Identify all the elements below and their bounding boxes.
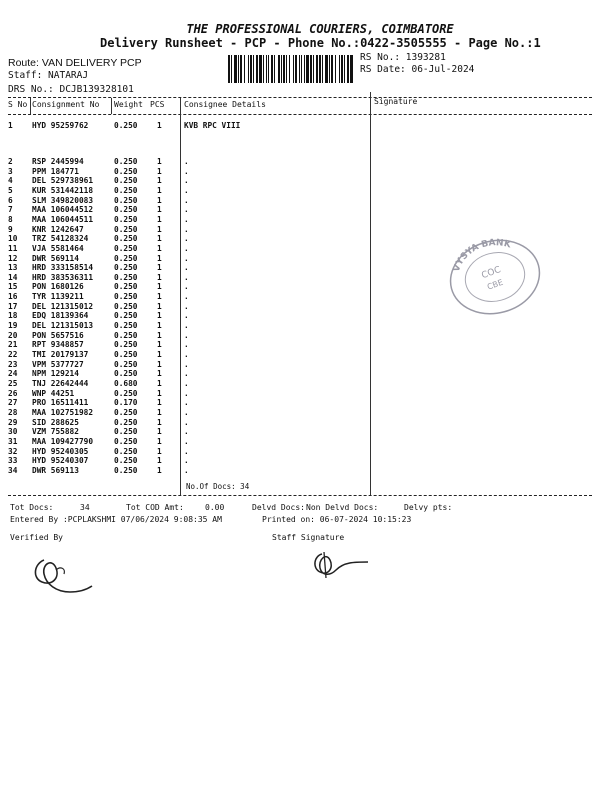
- row-sno: 25: [8, 378, 18, 388]
- row-weight: 0.250: [114, 340, 138, 350]
- row-sno: 2: [8, 157, 13, 166]
- row-consignee-details: .: [184, 311, 189, 321]
- row-consignment-no: TNJ 22642444: [32, 378, 89, 388]
- row-consignment-no: MAA 106044512: [32, 205, 94, 215]
- row-weight: 0.250: [114, 456, 138, 466]
- row-weight: 0.250: [114, 166, 138, 176]
- row-weight: 0.250: [114, 465, 138, 475]
- col-header-signature: Signature: [374, 97, 418, 106]
- row-sno: 29: [8, 417, 18, 427]
- row-pcs: 1: [157, 398, 162, 408]
- row-weight: 0.250: [114, 282, 138, 292]
- row-consignee-details: .: [184, 282, 189, 292]
- row-consignee-details: .: [184, 253, 189, 263]
- row-consignment-no: VPM 5377727: [32, 359, 84, 369]
- row-weight: 0.250: [114, 263, 138, 273]
- row-consignee-details: .: [184, 350, 189, 359]
- table-row: [0, 205, 600, 215]
- table-row: [0, 215, 600, 225]
- row-consignee-details: .: [184, 427, 189, 437]
- row-consignment-no: VJA 5581464: [32, 243, 84, 253]
- row-pcs: 1: [157, 407, 162, 417]
- row-consignee-details: .: [184, 340, 189, 350]
- row-pcs: 1: [157, 301, 162, 311]
- row-sno: 8: [8, 214, 13, 224]
- row-weight: 0.250: [114, 224, 138, 234]
- table-row: [0, 176, 600, 186]
- row-consignee-details: .: [184, 301, 189, 311]
- table-row: [0, 427, 600, 437]
- row-sno: 16: [8, 292, 18, 302]
- row-consignment-no: DEL 121315012: [32, 301, 94, 311]
- row-consignment-no: DEL 121315013: [32, 321, 94, 331]
- row-pcs: 1: [157, 446, 162, 456]
- row-weight: 0.250: [114, 436, 138, 446]
- row-pcs: 1: [157, 330, 162, 340]
- row-pcs: 1: [157, 388, 162, 398]
- row-weight: 0.250: [114, 272, 138, 282]
- tot-docs-value: 34: [80, 503, 90, 512]
- row-consignment-no: TMI 20179137: [32, 350, 89, 359]
- tot-cod-value: 0.00: [205, 503, 225, 512]
- row-consignment-no: KUR 531442118: [32, 185, 94, 195]
- no-of-docs: No.Of Docs: 34: [186, 482, 250, 491]
- row-sno: 3: [8, 166, 13, 176]
- row-consignment-no: WNP 44251: [32, 388, 75, 398]
- svg-text:VYSYA BANK: VYSYA BANK: [451, 238, 512, 274]
- bank-stamp: [440, 235, 550, 315]
- row-consignee-details: .: [184, 224, 189, 234]
- staff-signature-label: Staff Signature: [272, 533, 345, 542]
- tot-cod-label: Tot COD Amt:: [126, 503, 184, 512]
- col-header-sno: S No: [8, 100, 28, 109]
- row-weight: 0.250: [114, 234, 138, 244]
- non-delvd-docs-label: Non Delvd Docs:: [306, 503, 379, 512]
- table-bottom-rule: [8, 495, 592, 496]
- col-divider: [111, 98, 112, 114]
- row-consignment-no: PON 5657516: [32, 330, 84, 340]
- table-row: [0, 369, 600, 379]
- row-weight: 0.250: [114, 301, 138, 311]
- col-header-consignment: Consignment No: [32, 100, 100, 109]
- row-consignee-details: .: [184, 195, 189, 205]
- row-consignment-no: RPT 9348857: [32, 340, 84, 350]
- row-pcs: 1: [157, 436, 162, 446]
- row-consignee-details: .: [184, 369, 189, 379]
- row-sno: 24: [8, 369, 18, 379]
- row-pcs: 1: [157, 359, 162, 369]
- row-consignment-no: PRO 16511411: [32, 398, 89, 408]
- row-consignment-no: HRD 383536311: [32, 272, 94, 282]
- row-consignment-no: EDQ 18139364: [32, 311, 89, 321]
- row-sno: 34: [8, 465, 18, 475]
- table-row: [0, 167, 600, 177]
- row-weight: 0.250: [114, 292, 138, 302]
- row-consignment-no: DWR 569113: [32, 465, 79, 475]
- col-header-weight: Weight: [114, 100, 143, 109]
- row-consignee-details: .: [184, 465, 189, 475]
- header-bottom-rule: [8, 114, 592, 115]
- row-weight: 0.250: [114, 311, 138, 321]
- rs-date: RS Date: 06-Jul-2024: [360, 64, 475, 75]
- row-pcs: 1: [157, 234, 162, 244]
- table-row: [0, 321, 600, 331]
- row-consignment-no: DEL 529738961: [32, 176, 94, 186]
- table-row: [0, 389, 600, 399]
- row-consignment-no: DWR 569114: [32, 253, 79, 263]
- table-row: [0, 418, 600, 428]
- row-pcs: 1: [157, 121, 162, 130]
- col-header-consignee: Consignee Details: [184, 100, 266, 109]
- row-sno: 14: [8, 272, 18, 282]
- row-consignment-no: HYD 95259762: [32, 121, 89, 130]
- row-pcs: 1: [157, 465, 162, 475]
- row-consignment-no: MAA 109427790: [32, 436, 94, 446]
- table-row: [0, 456, 600, 466]
- tot-docs-label: Tot Docs:: [10, 503, 54, 512]
- row-weight: 0.250: [114, 253, 138, 263]
- row-weight: 0.250: [114, 388, 138, 398]
- row-weight: 0.250: [114, 176, 138, 186]
- row-pcs: 1: [157, 292, 162, 302]
- row-consignee-details: .: [184, 214, 189, 224]
- drs-number: DRS No.: DCJB139328101: [8, 84, 134, 95]
- row-sno: 17: [8, 301, 18, 311]
- row-weight: 0.250: [114, 359, 138, 369]
- row-pcs: 1: [157, 195, 162, 205]
- table-row: [0, 186, 600, 196]
- verified-by-label: Verified By: [10, 533, 63, 542]
- row-consignment-no: SLM 349820083: [32, 195, 94, 205]
- table-row: [0, 340, 600, 350]
- row-pcs: 1: [157, 185, 162, 195]
- row-consignee-details: .: [184, 388, 189, 398]
- row-consignee-details: .: [184, 292, 189, 302]
- row-pcs: 1: [157, 321, 162, 331]
- row-pcs: 1: [157, 253, 162, 263]
- row-consignment-no: KNR 1242647: [32, 224, 84, 234]
- row-pcs: 1: [157, 427, 162, 437]
- row-weight: 0.250: [114, 446, 138, 456]
- row-consignment-no: RSP 2445994: [32, 157, 84, 166]
- row-pcs: 1: [157, 340, 162, 350]
- row-consignment-no: TRZ 54128324: [32, 234, 89, 244]
- barcode: [228, 55, 354, 83]
- table-row: [0, 379, 600, 389]
- row-consignee-details: .: [184, 176, 189, 186]
- row-weight: 0.250: [114, 417, 138, 427]
- route-label: Route: VAN DELIVERY PCP: [8, 57, 142, 69]
- row-consignee-details: .: [184, 272, 189, 282]
- row-consignment-no: MAA 102751982: [32, 407, 94, 417]
- table-row: [0, 408, 600, 418]
- table-row: [0, 121, 600, 131]
- row-weight: 0.250: [114, 350, 138, 359]
- row-sno: 4: [8, 176, 13, 186]
- row-sno: 31: [8, 436, 18, 446]
- row-weight: 0.250: [114, 214, 138, 224]
- table-row: [0, 360, 600, 370]
- row-sno: 32: [8, 446, 18, 456]
- svg-text:CBE: CBE: [486, 277, 505, 292]
- row-weight: 0.250: [114, 369, 138, 379]
- table-row: [0, 398, 600, 408]
- col-header-pcs: PCS: [150, 100, 165, 109]
- row-sno: 26: [8, 388, 18, 398]
- row-pcs: 1: [157, 417, 162, 427]
- row-consignment-no: PPM 184771: [32, 166, 79, 176]
- row-sno: 33: [8, 456, 18, 466]
- rs-number: RS No.: 1393281: [360, 52, 446, 63]
- row-pcs: 1: [157, 205, 162, 215]
- row-sno: 18: [8, 311, 18, 321]
- runsheet-subtitle: Delivery Runsheet - PCP - Phone No.:0422-3505555 - Page No.:1: [100, 36, 541, 50]
- row-sno: 19: [8, 321, 18, 331]
- row-consignee-details: KVB RPC VIII: [184, 121, 241, 130]
- delvy-pts-label: Delvy pts:: [404, 503, 453, 512]
- row-consignee-details: .: [184, 407, 189, 417]
- col-divider: [30, 98, 31, 114]
- table-row: [0, 225, 600, 235]
- row-consignee-details: .: [184, 436, 189, 446]
- row-pcs: 1: [157, 263, 162, 273]
- staff-label: Staff: NATARAJ: [8, 70, 89, 81]
- table-row: [0, 466, 600, 476]
- row-weight: 0.250: [114, 205, 138, 215]
- row-sno: 28: [8, 407, 18, 417]
- printed-on: Printed on: 06-07-2024 10:15:23: [262, 515, 412, 524]
- table-row: [0, 157, 600, 167]
- row-weight: 0.250: [114, 321, 138, 331]
- row-sno: 10: [8, 234, 18, 244]
- row-sno: 1: [8, 121, 13, 130]
- row-consignee-details: .: [184, 446, 189, 456]
- row-consignee-details: .: [184, 378, 189, 388]
- row-consignee-details: .: [184, 243, 189, 253]
- row-consignee-details: .: [184, 263, 189, 273]
- row-pcs: 1: [157, 176, 162, 186]
- staff-signature: [306, 548, 376, 582]
- row-consignment-no: HRD 333158514: [32, 263, 94, 273]
- row-sno: 5: [8, 185, 13, 195]
- row-sno: 11: [8, 243, 18, 253]
- row-sno: 9: [8, 224, 13, 234]
- row-sno: 30: [8, 427, 18, 437]
- row-consignee-details: .: [184, 321, 189, 331]
- row-pcs: 1: [157, 378, 162, 388]
- row-consignee-details: .: [184, 398, 189, 408]
- row-sno: 27: [8, 398, 18, 408]
- row-consignment-no: VZM 755882: [32, 427, 79, 437]
- row-sno: 20: [8, 330, 18, 340]
- row-consignment-no: PON 1680126: [32, 282, 84, 292]
- verified-signature: [30, 548, 100, 598]
- entered-by: Entered By :PCPLAKSHMI 07/06/2024 9:08:35 AM: [10, 515, 222, 524]
- row-pcs: 1: [157, 166, 162, 176]
- row-pcs: 1: [157, 311, 162, 321]
- row-pcs: 1: [157, 157, 162, 166]
- row-consignee-details: .: [184, 185, 189, 195]
- row-pcs: 1: [157, 282, 162, 292]
- row-weight: 0.170: [114, 398, 138, 408]
- row-consignee-details: .: [184, 456, 189, 466]
- company-title: THE PROFESSIONAL COURIERS, COIMBATORE: [186, 22, 454, 36]
- row-pcs: 1: [157, 214, 162, 224]
- row-consignee-details: .: [184, 157, 189, 166]
- table-row: [0, 350, 600, 360]
- row-pcs: 1: [157, 272, 162, 282]
- row-consignment-no: MAA 106044511: [32, 214, 94, 224]
- row-pcs: 1: [157, 456, 162, 466]
- row-weight: 0.250: [114, 243, 138, 253]
- row-weight: 0.250: [114, 157, 138, 166]
- row-sno: 13: [8, 263, 18, 273]
- row-consignment-no: TYR 1139211: [32, 292, 84, 302]
- svg-text:COC: COC: [480, 265, 503, 282]
- row-sno: 22: [8, 350, 18, 359]
- row-consignee-details: .: [184, 205, 189, 215]
- row-sno: 6: [8, 195, 13, 205]
- row-weight: 0.250: [114, 185, 138, 195]
- row-sno: 23: [8, 359, 18, 369]
- row-sno: 12: [8, 253, 18, 263]
- row-pcs: 1: [157, 224, 162, 234]
- table-row: [0, 331, 600, 341]
- row-weight: 0.250: [114, 427, 138, 437]
- row-weight: 0.680: [114, 378, 138, 388]
- row-weight: 0.250: [114, 330, 138, 340]
- row-sno: 7: [8, 205, 13, 215]
- header-top-rule: [8, 97, 592, 98]
- row-pcs: 1: [157, 243, 162, 253]
- row-sno: 21: [8, 340, 18, 350]
- row-consignment-no: HYD 95240307: [32, 456, 89, 466]
- table-row: [0, 196, 600, 206]
- row-pcs: 1: [157, 369, 162, 379]
- row-pcs: 1: [157, 350, 162, 359]
- row-weight: 0.250: [114, 407, 138, 417]
- row-weight: 0.250: [114, 195, 138, 205]
- row-consignee-details: .: [184, 359, 189, 369]
- delvd-docs-label: Delvd Docs:: [252, 503, 305, 512]
- table-row: [0, 437, 600, 447]
- row-consignee-details: .: [184, 330, 189, 340]
- row-weight: 0.250: [114, 121, 138, 130]
- row-consignment-no: HYD 95240305: [32, 446, 89, 456]
- row-consignee-details: .: [184, 417, 189, 427]
- row-consignee-details: .: [184, 234, 189, 244]
- row-sno: 15: [8, 282, 18, 292]
- row-consignment-no: NPM 129214: [32, 369, 79, 379]
- table-row: [0, 447, 600, 457]
- row-consignment-no: SID 288625: [32, 417, 79, 427]
- row-consignee-details: .: [184, 166, 189, 176]
